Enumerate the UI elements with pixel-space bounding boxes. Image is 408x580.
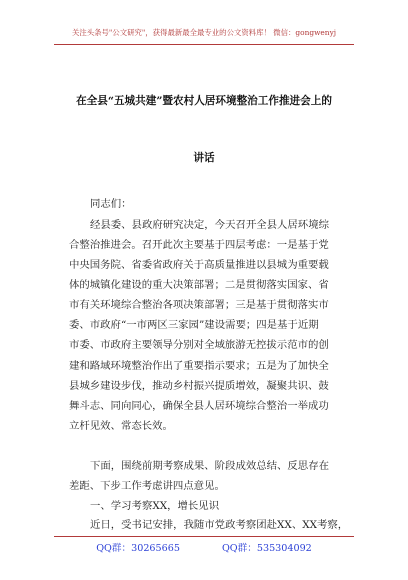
paragraph-line: 市有关环境综合整治各项决策部署；三是基于贯彻落实市 [69,299,329,312]
footer-divider [54,536,354,537]
header-divider [54,44,354,45]
paragraph-1-body [69,235,329,436]
paragraph-line: 委、市政府“一市两区三家园”建设需要；四是基于近期 [69,319,319,332]
paragraph-line: 合整治推进会。召开此次主要基于四层考虑：一是基于党 [69,239,329,251]
paragraph-line: 市委、市政府主要领导分别对全域旅游无控拔示范市的创 [69,339,329,352]
footer [0,540,408,554]
paragraph-1-first [90,215,329,235]
paragraph-line: 立杆见效、常态长效。 [69,419,173,432]
paragraph-line: 差距、下步工作考虑讲四点意见。 [69,480,225,492]
document-title: 在全县“五城共建”暨农村人居环境整治工作推进会上的 [76,95,332,107]
paragraph-line: 经县委、县政府研究决定，今天召开全县人居环境综 [90,219,329,231]
paragraph-line: 建和路域环境整治作出了重要指示要求；五是为了加快全 [69,359,329,372]
document-subtitle: 讲话 [193,152,215,164]
section-heading: 一、学习考察XX，增长见识 [90,500,220,512]
header-banner: 关注头条号"公文研究"，获得最新最全最专业的公文资料库！ 微信：gongwenyj [71,28,337,37]
footer-qq-group-1: QQ群：30265665 [96,543,180,554]
paragraph-line: 县城乡建设步伐，推动乡村振兴提质增效，凝聚共识、鼓 [69,379,329,392]
paragraph-2-body [69,476,225,496]
paragraph-3-first: 近日，受书记安排，我随市党政考察团赴XX、XX考察， [90,519,349,531]
paragraph-line: 舞斗志、同向同心，确保全县人居环境综合整治一举成功 [69,399,329,412]
salutation: 同志们： [90,198,132,210]
paragraph-2-first [90,456,329,476]
paragraph-line: 下面，围绕前期考察成果、阶段成效总结、反思存在 [90,460,329,472]
paragraph-line: 中央国务院、省委省政府关于高质量推进以县城为重要载 [69,259,329,272]
footer-qq-group-2: QQ群：535304092 [221,543,312,554]
paragraph-line: 体的城镇化建设的重大决策部署；二是贯彻落实国家、省 [69,279,329,292]
